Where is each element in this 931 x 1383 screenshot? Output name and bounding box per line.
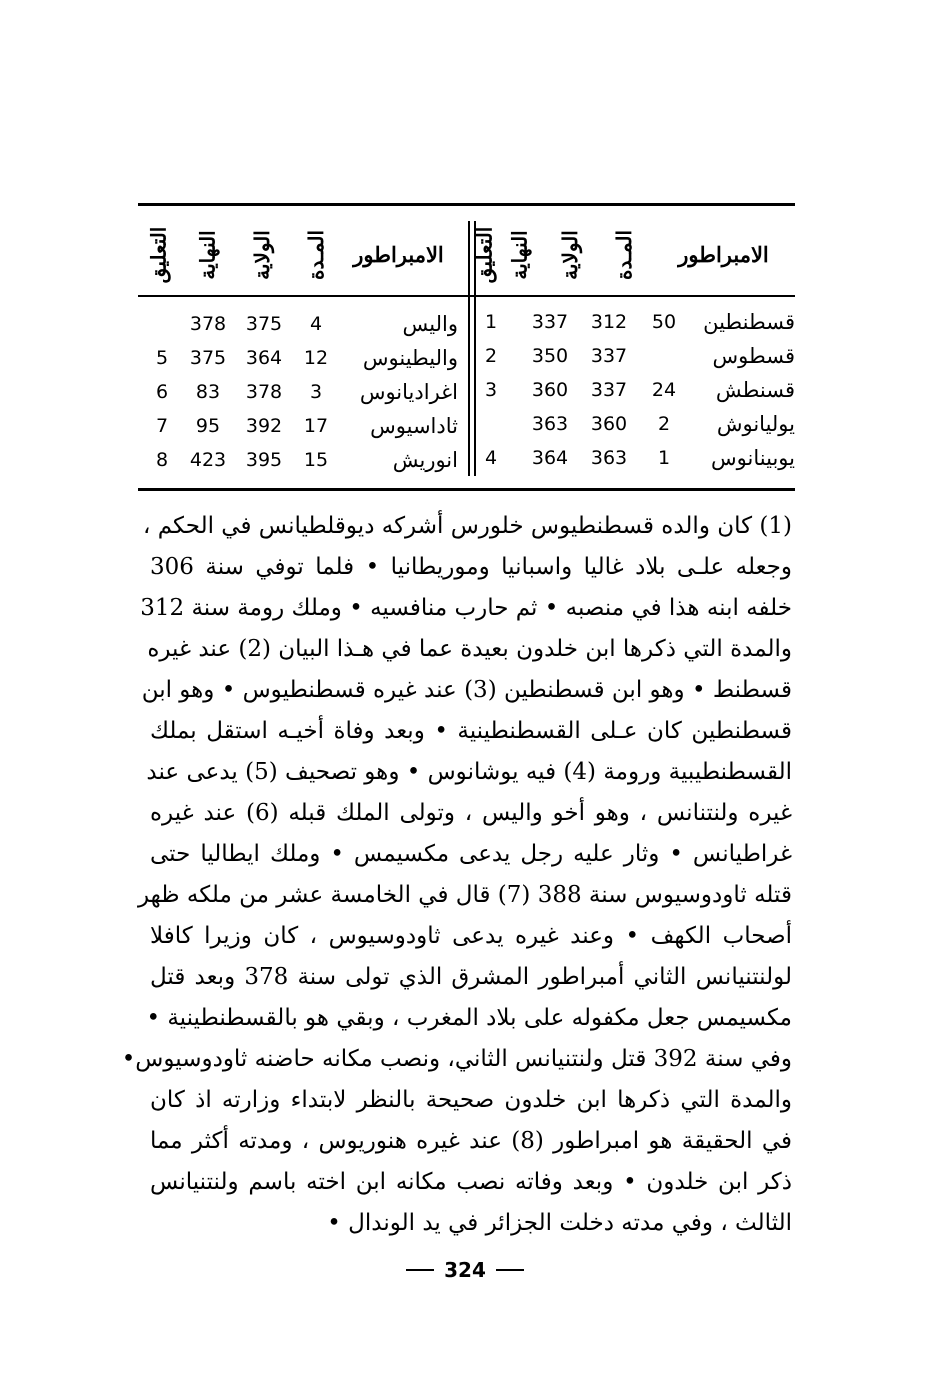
footnote-line: قتله ثاودوسيوس سنة 388 (7) قال في الخامسة عشر من ملكه ظهر xyxy=(137,882,792,908)
table-row xyxy=(476,373,795,407)
header-note: التعليق xyxy=(145,226,170,283)
table-row xyxy=(138,341,468,375)
duration: 15 xyxy=(303,449,329,471)
footnote-line: لولنتنيانس الثاني أمبراطور المشرق الذي تولى سنة 378 وبعد قتل xyxy=(150,964,792,990)
emperor-name: انوريش xyxy=(392,448,458,472)
end: 83 xyxy=(195,381,221,403)
emperor-name: قسنطش xyxy=(715,378,795,402)
header-emperor: الامبراطور xyxy=(678,242,769,267)
duration: 24 xyxy=(651,379,677,401)
note: 4 xyxy=(484,447,498,469)
footnote-line: الثالث ، وفي مدته دخلت الجزائر في يد الوندال • xyxy=(327,1210,792,1236)
page-number xyxy=(380,1255,550,1285)
emperors-table xyxy=(138,203,795,491)
header-duration: المـدة xyxy=(304,229,328,280)
note xyxy=(476,407,506,441)
footnote-line: غيره ولنتنانس ، وهو أخو واليس ، وتولى الملك قبله (6) عند غيره xyxy=(150,800,793,826)
footnote-line: مكسيمس جعل مكفوله على بلاد المغرب ، وبقي هو بالقسطنطينية • xyxy=(146,1005,792,1031)
end: 363 xyxy=(531,413,569,435)
footnote-line: والمدة التي ذكرها ابن خلدون بعيدة عما في هـذا البيان (2) عند غيره xyxy=(147,636,792,662)
note: 8 xyxy=(155,449,169,471)
duration: 2 xyxy=(657,413,671,435)
end: 364 xyxy=(531,447,569,469)
footnote-line: والمدة التي ذكرها ابن خلدون صحيحة بالنظر لابتداء وزارته اذ كان xyxy=(150,1087,792,1113)
table-row xyxy=(476,305,795,339)
end: 360 xyxy=(531,379,569,401)
table-right-half xyxy=(471,203,795,491)
footnote-line: قسطنط • وهو ابن قسطنطين (3) عند غيره قسطنطيوس • وهو ابن xyxy=(141,677,792,703)
duration: 1 xyxy=(657,447,671,469)
note: 6 xyxy=(155,381,169,403)
table-row xyxy=(138,375,468,409)
footnote-line: ذكر ابن خلدون • وبعد وفاته نصب مكانه ابن اخته باسم ولنتنيانس xyxy=(150,1169,792,1195)
table-row xyxy=(138,307,468,341)
accession: 312 xyxy=(590,311,628,333)
accession: 392 xyxy=(245,415,283,437)
duration: 50 xyxy=(651,311,677,333)
header-note: التعليق xyxy=(471,226,496,283)
duration: 12 xyxy=(303,347,329,369)
accession: 375 xyxy=(245,313,283,335)
emperor-name: قسطنطين xyxy=(703,310,795,334)
duration: 17 xyxy=(303,415,329,437)
footnote-line: وجعله علـى بلاد غاليا واسبانيا وموريطانيا • فلما توفي سنة 306 xyxy=(150,554,792,580)
table-row xyxy=(476,441,795,475)
end: 375 xyxy=(189,347,227,369)
footnote-line: وفي سنة 392 قتل ولنتنيانس الثاني، ونصب مكانه حاضنه ثاودوسيوس• xyxy=(121,1046,792,1072)
end: 95 xyxy=(195,415,221,437)
footnote-line: أصحاب الكهف • وعند غيره يدعى ثاودوسيوس ، كان وزيرا كافلا xyxy=(150,923,792,949)
footnote-line: القسطنطيبية ورومة (4) فيه يوشانوس • وهو تصحيف (5) يدعى عند xyxy=(146,759,792,785)
page-number-dash-left xyxy=(406,1269,434,1271)
footnote-line: في الحقيقة هو امبراطور (8) عند غيره هنوريوس ، ومدته أكثر مما xyxy=(150,1128,792,1154)
header-emperor: الامبراطور xyxy=(353,242,444,267)
duration: 3 xyxy=(309,381,323,403)
emperor-name: قسطوس xyxy=(712,344,795,368)
page-number-value: 324 xyxy=(444,1258,486,1282)
footnote-line: قسطنطين كان عـلى القسطنطينية • وبعد وفاة أخيـه استقل بملك xyxy=(150,718,792,744)
emperor-name: ثاداسيوس xyxy=(370,414,458,438)
header-duration: المـدة xyxy=(612,229,636,280)
note: 5 xyxy=(155,347,169,369)
emperor-name: واليطينوس xyxy=(362,346,458,370)
accession: 337 xyxy=(590,379,628,401)
accession: 364 xyxy=(245,347,283,369)
duration xyxy=(644,339,684,373)
header-accession: الولاية xyxy=(250,229,274,280)
note xyxy=(144,307,180,341)
accession: 395 xyxy=(245,449,283,471)
emperor-name: اغراديانوس xyxy=(359,380,458,404)
table-left-half xyxy=(138,203,468,491)
note: 1 xyxy=(484,311,498,333)
table-row xyxy=(138,409,468,443)
end: 423 xyxy=(189,449,227,471)
accession: 378 xyxy=(245,381,283,403)
table-row xyxy=(138,443,468,477)
end: 378 xyxy=(189,313,227,335)
duration: 4 xyxy=(309,313,323,335)
emperor-name: يوبينانوس xyxy=(711,446,795,470)
accession: 337 xyxy=(590,345,628,367)
accession: 360 xyxy=(590,413,628,435)
footnote-line: خلفه ابنه هذا في منصبه • ثم حارب منافسيه • وملك رومة سنة 312 xyxy=(140,595,792,621)
end: 337 xyxy=(531,311,569,333)
note: 3 xyxy=(484,379,498,401)
page-number-dash-right xyxy=(496,1269,524,1271)
note: 2 xyxy=(484,345,498,367)
table-row xyxy=(476,339,795,373)
emperor-name: واليس xyxy=(402,312,458,336)
accession: 363 xyxy=(590,447,628,469)
footnote-line: غراطيانس • وثار عليه رجل يدعى مكسيمس • وملك ايطاليا حتى xyxy=(150,841,792,867)
emperor-name: يوليانوش xyxy=(716,412,795,436)
note: 7 xyxy=(155,415,169,437)
header-end: النهاية xyxy=(507,229,532,280)
header-accession: الولاية xyxy=(558,229,582,280)
header-end: النهاية xyxy=(195,229,220,280)
footnote-line: (1) كان والده قسطنطيوس خلورس أشركه ديوقلطيانس في الحكم ، xyxy=(142,513,792,539)
table-row xyxy=(476,407,795,441)
end: 350 xyxy=(531,345,569,367)
